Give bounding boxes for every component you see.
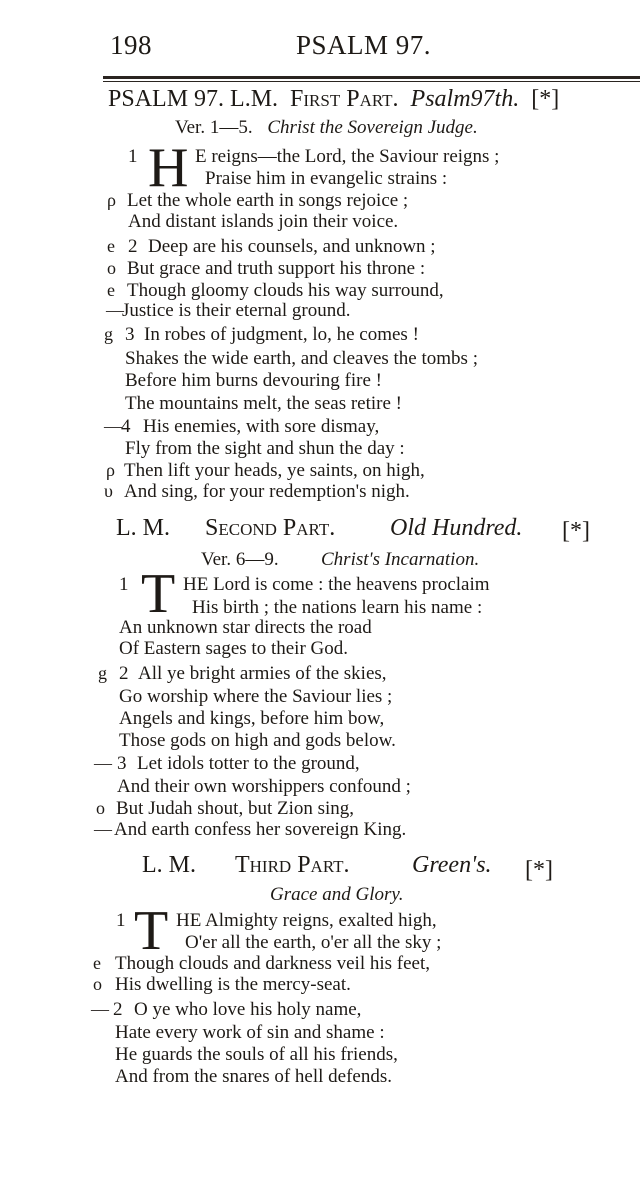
psalm-heading: PSALM 97. L.M. xyxy=(108,86,279,112)
section-title xyxy=(108,86,559,113)
verse-line: Angels and kings, before him bow, xyxy=(119,708,385,729)
verse-line: The mountains melt, the seas retire ! xyxy=(125,393,402,414)
tune-name: Green's. xyxy=(412,852,492,878)
verse-line: HE Almighty reigns, exalted high, xyxy=(176,910,437,931)
expression-mark: — xyxy=(94,819,112,839)
expression-mark: e xyxy=(107,280,115,300)
verse-line: Of Eastern sages to their God. xyxy=(119,638,348,659)
verse-line: He guards the souls of all his friends, xyxy=(115,1044,398,1065)
part-label: Second Part. xyxy=(205,515,336,541)
verse-line: His birth ; the nations learn his name : xyxy=(192,597,483,618)
verse-range: Ver. 6—9. xyxy=(201,549,279,570)
verse-line: All ye bright armies of the skies, xyxy=(138,663,387,684)
stanza-number: 2 xyxy=(113,999,123,1020)
expression-mark: — xyxy=(94,753,112,773)
expression-mark: o xyxy=(107,258,116,278)
section-marker: [*] xyxy=(525,857,553,883)
expression-mark: g xyxy=(98,663,107,683)
verse-line: O'er all the earth, o'er all the sky ; xyxy=(185,932,442,953)
section-marker: [*] xyxy=(531,86,560,112)
stanza-number: 2 xyxy=(128,236,138,257)
verse-line: And from the snares of hell defends. xyxy=(115,1066,393,1087)
stanza-number: 2 xyxy=(119,663,129,684)
verse-line: But grace and truth support his throne : xyxy=(127,258,426,279)
tune-name: Old Hundred. xyxy=(390,515,523,541)
section-theme: Christ's Incarnation. xyxy=(321,549,480,570)
expression-mark: — xyxy=(106,300,124,320)
stanza-number: 3 xyxy=(125,324,135,345)
expression-mark: o xyxy=(93,974,102,994)
verse-line: Deep are his counsels, and unknown ; xyxy=(148,236,436,257)
stanza-number: 1 xyxy=(116,910,126,931)
verse-line: Hate every work of sin and shame : xyxy=(115,1022,385,1043)
stanza-number: 1 xyxy=(128,146,138,167)
verse-line: HE Lord is come : the heavens proclaim xyxy=(183,574,490,595)
drop-cap: H xyxy=(148,137,189,199)
verse-line: Fly from the sight and shun the day : xyxy=(125,438,405,459)
verse-line: Justice is their eternal ground. xyxy=(122,300,351,321)
meter-label: L. M. xyxy=(116,515,170,541)
verse-line: And distant islands join their voice. xyxy=(128,211,399,232)
verse-line: His dwelling is the mercy-seat. xyxy=(115,974,351,995)
expression-mark: g xyxy=(104,324,113,344)
verse-line: Then lift your heads, ye saints, on high, xyxy=(124,460,425,481)
section-theme: Grace and Glory. xyxy=(270,884,404,905)
verse-line: In robes of judgment, lo, he comes ! xyxy=(144,324,419,345)
part-label: First Part. xyxy=(290,86,399,112)
verse-line: Though clouds and darkness veil his feet, xyxy=(115,953,431,974)
stanza-number: 1 xyxy=(119,574,129,595)
expression-mark: ρ xyxy=(107,190,116,210)
verse-line: But Judah shout, but Zion sing, xyxy=(116,798,355,819)
verse-line: Before him burns devouring fire ! xyxy=(125,370,382,391)
stanza-number: 4 xyxy=(121,416,131,437)
expression-mark: e xyxy=(93,953,101,973)
verse-line: An unknown star directs the road xyxy=(119,617,372,638)
verse-line: Shakes the wide earth, and cleaves the tombs ; xyxy=(125,348,478,369)
verse-line: And sing, for your redemption's nigh. xyxy=(124,481,410,502)
verse-line: E reigns—the Lord, the Saviour reigns ; xyxy=(195,146,500,167)
section-subtitle xyxy=(175,117,478,139)
expression-mark: — xyxy=(104,416,122,436)
drop-cap: T xyxy=(134,900,169,962)
verse-line: Let the whole earth in songs rejoice ; xyxy=(127,190,409,211)
meter-label: L. M. xyxy=(142,852,196,878)
section-theme: Christ the Sovereign Judge. xyxy=(267,117,478,138)
expression-mark: o xyxy=(96,798,105,818)
verse-range: Ver. 1—5. xyxy=(175,117,253,138)
header-rule xyxy=(103,76,640,79)
verse-line: His enemies, with sore dismay, xyxy=(143,416,380,437)
verse-line: Let idols totter to the ground, xyxy=(137,753,360,774)
drop-cap: T xyxy=(141,563,176,625)
page-number: 198 xyxy=(110,30,152,60)
part-label: Third Part. xyxy=(235,852,350,878)
verse-line: Those gods on high and gods below. xyxy=(119,730,396,751)
verse-line: And their own worshippers confound ; xyxy=(117,776,411,797)
verse-line: Though gloomy clouds his way surround, xyxy=(127,280,444,301)
tune-name: Psalm97th. xyxy=(410,86,520,112)
expression-mark: — xyxy=(91,999,109,1019)
expression-mark: ρ xyxy=(106,460,115,480)
stanza-number: 3 xyxy=(117,753,127,774)
verse-line: Praise him in evangelic strains : xyxy=(205,168,448,189)
verse-line: Go worship where the Saviour lies ; xyxy=(119,686,393,707)
expression-mark: e xyxy=(107,236,115,256)
expression-mark: υ xyxy=(104,481,113,501)
verse-line: And earth confess her sovereign King. xyxy=(114,819,407,840)
header-rule-thin xyxy=(103,81,640,82)
running-title: PSALM 97. xyxy=(296,30,432,60)
section-marker: [*] xyxy=(562,518,590,544)
verse-line: O ye who love his holy name, xyxy=(134,999,362,1020)
